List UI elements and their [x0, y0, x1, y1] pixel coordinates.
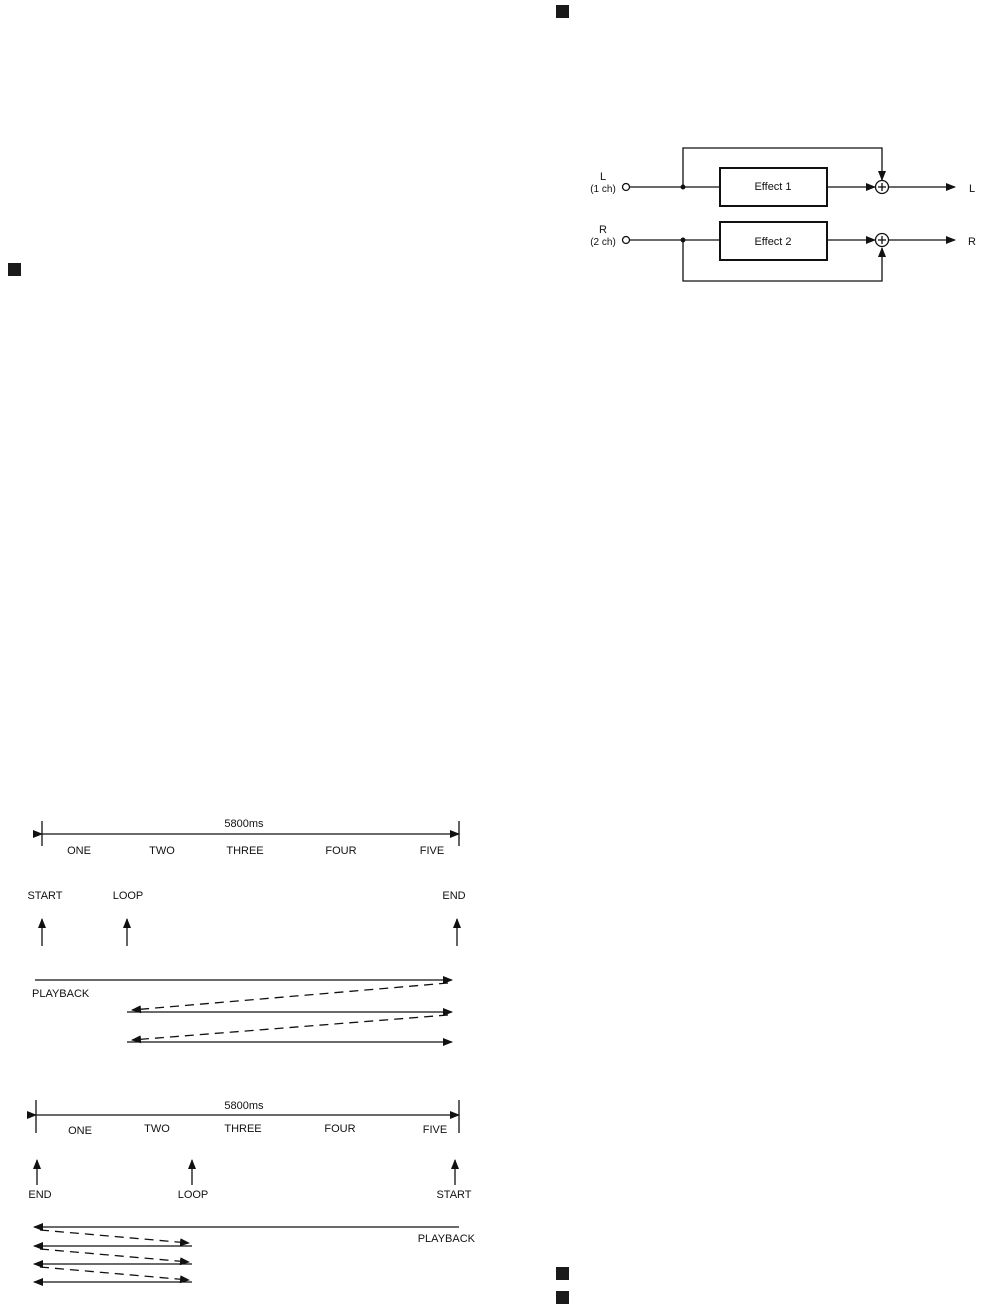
- forward-word-five: FIVE: [419, 845, 445, 857]
- reverse-return-dashed-1: [40, 1230, 189, 1243]
- sum-r-icon: [876, 234, 889, 247]
- forward-start-label: START: [27, 890, 63, 902]
- reverse-playback-label: PLAYBACK: [417, 1233, 475, 1245]
- reverse-word-five: FIVE: [422, 1124, 448, 1136]
- forward-word-two: TWO: [149, 845, 175, 857]
- reverse-return-dashed-3: [40, 1267, 189, 1280]
- input-r-jack: [623, 237, 630, 244]
- input-l-sub: (1 ch): [590, 184, 616, 195]
- output-r-label: R: [968, 236, 976, 248]
- reverse-word-four: FOUR: [324, 1123, 356, 1135]
- forward-loop-label: LOOP: [112, 890, 144, 902]
- forward-duration-label: 5800ms: [224, 818, 264, 830]
- reverse-end-label: END: [28, 1189, 52, 1201]
- reverse-start-label: START: [436, 1189, 472, 1201]
- sum-l-icon: [876, 181, 889, 194]
- reverse-word-one: ONE: [68, 1125, 92, 1137]
- output-l-label: L: [968, 183, 976, 195]
- forward-loop-diagram: [27, 818, 465, 1042]
- reverse-loop-label: LOOP: [177, 1189, 209, 1201]
- effect1-label: Effect 1: [754, 181, 792, 193]
- forward-word-three: THREE: [226, 845, 264, 857]
- input-l-jack: [623, 184, 630, 191]
- effect2-label: Effect 2: [754, 236, 792, 248]
- forward-return-dashed-2: [132, 1015, 448, 1040]
- forward-end-label: END: [442, 890, 466, 902]
- forward-word-four: FOUR: [325, 845, 357, 857]
- forward-playback-label: PLAYBACK: [32, 988, 90, 1000]
- reverse-loop-diagram: [28, 1100, 475, 1282]
- forward-return-dashed-1: [132, 983, 448, 1010]
- reverse-duration-label: 5800ms: [224, 1100, 264, 1112]
- reverse-word-two: TWO: [144, 1123, 170, 1135]
- input-r-label: R: [599, 224, 607, 236]
- input-l-label: L: [599, 171, 607, 183]
- reverse-return-dashed-2: [40, 1249, 189, 1262]
- input-r-sub: (2 ch): [590, 237, 616, 248]
- reverse-word-three: THREE: [224, 1123, 262, 1135]
- forward-word-one: ONE: [67, 845, 91, 857]
- effect-routing-diagram: [590, 148, 976, 281]
